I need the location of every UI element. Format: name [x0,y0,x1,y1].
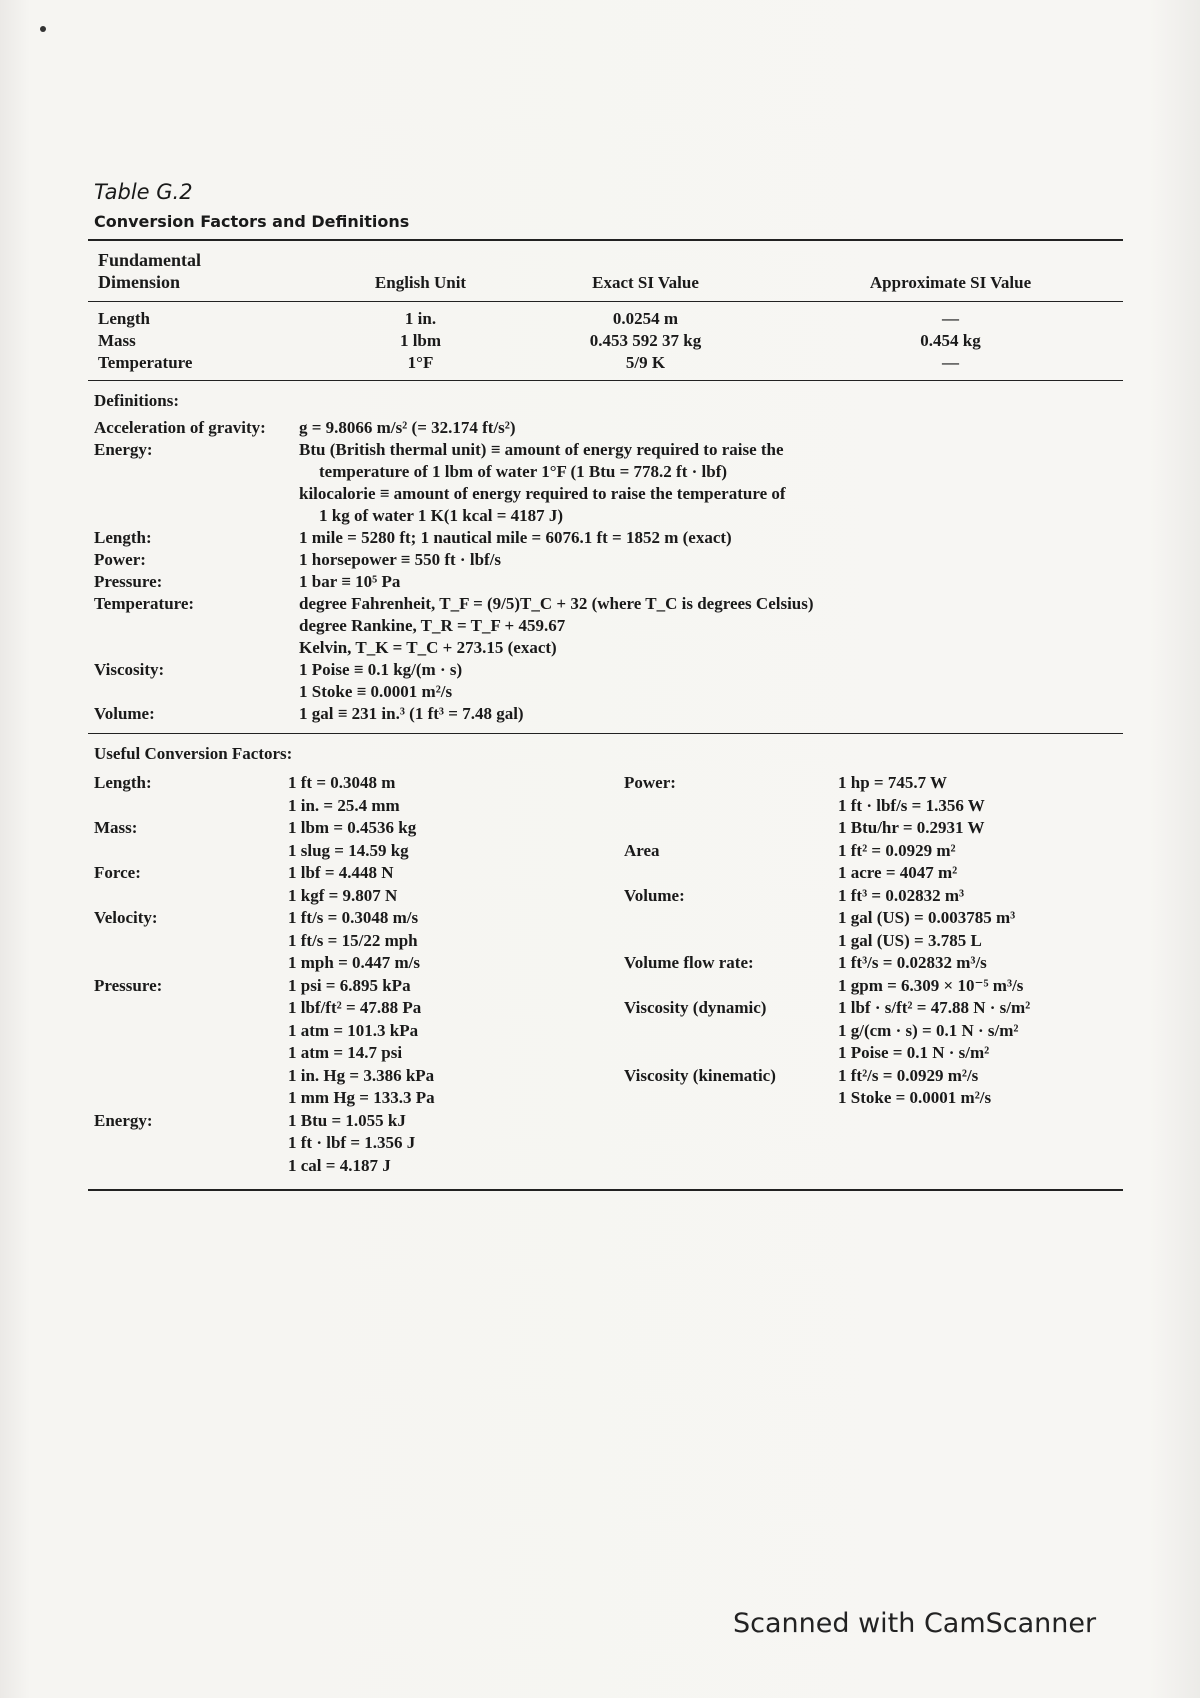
definitions-list [88,415,1123,733]
useful-label-spacer [624,975,838,998]
definition-line: 1 Stoke ≡ 0.0001 m²/s [299,682,453,701]
useful-label: Viscosity (kinematic) [624,1065,776,1085]
useful-label-group [624,997,838,1065]
definition-line: kilocalorie ≡ amount of energy required to raise the temperature of [299,484,786,503]
definition-line: g = 9.8066 m/s² (= 32.174 ft/s²) [299,418,516,437]
fund-dim-temperature: Temperature [98,353,193,372]
useful-value: 1 Poise = 0.1 N · s/m² [838,1043,990,1062]
fundamental-body [88,302,1123,380]
useful-label: Velocity: [94,908,158,927]
useful-value: 1 ft² = 0.0929 m² [838,840,956,860]
definition-body [299,593,1123,659]
useful-label: Force: [94,863,141,882]
useful-label-group [94,862,288,907]
definition-line: degree Rankine, T_R = T_F + 459.67 [299,616,566,635]
useful-value: 1 atm = 14.7 psi [288,1043,403,1062]
useful-value: 1 cal = 4.187 J [288,1155,391,1175]
useful-label-spacer [94,1065,288,1088]
definition-label: Length: [94,528,152,547]
definition-label: Volume: [94,704,155,723]
useful-label-spacer [624,907,838,930]
header-fundamental-dimension: Fundamental Dimension [98,250,202,292]
useful-label: Length: [94,773,152,792]
useful-value: 1 lbf = 4.448 N [288,863,394,882]
fund-english-length: 1 in. [404,309,437,328]
definition-body [299,417,1123,439]
useful-label: Pressure: [94,975,163,995]
useful-value: 1 mm Hg = 133.3 Pa [288,1088,435,1107]
useful-label-spacer [94,930,288,953]
useful-label: Area [624,840,660,860]
useful-value: 1 mph = 0.447 m/s [288,953,421,972]
useful-label-group [624,1065,838,1110]
useful-value: 1 in. Hg = 3.386 kPa [288,1065,435,1085]
useful-value: 1 Stoke = 0.0001 m²/s [838,1088,992,1107]
useful-value: 1 Btu/hr = 0.2931 W [838,818,985,837]
definition-line: Kelvin, T_K = T_C + 273.15 (exact) [299,638,557,657]
useful-value: 1 ft = 0.3048 m [288,773,396,792]
useful-label-spacer [624,1042,838,1065]
useful-value: 1 lbf/ft² = 47.88 Pa [288,998,422,1017]
definition-line: 1 horsepower ≡ 550 ft · lbf/s [299,550,502,569]
definition-label: Temperature: [94,594,195,613]
definition-line: 1 Poise ≡ 0.1 kg/(m · s) [299,660,463,679]
useful-left-labels [88,772,288,1177]
useful-value: 1 lbf · s/ft² = 47.88 N · s/m² [838,998,1031,1017]
useful-title: Useful Conversion Factors: [94,744,293,763]
definition-label: Viscosity: [94,660,165,679]
useful-right-values [838,772,1123,1177]
useful-label: Viscosity (dynamic) [624,998,767,1017]
useful-value: 1 gal (US) = 3.785 L [838,930,982,950]
useful-label-group [624,952,838,997]
useful-label-group [624,885,838,953]
useful-value: 1 ft · lbf = 1.356 J [288,1133,416,1152]
useful-label-spacer [94,1087,288,1110]
useful-label-group [94,1110,288,1178]
useful-value: 1 ft · lbf/s = 1.356 W [838,795,985,815]
definition-line: degree Fahrenheit, T_F = (9/5)T_C + 32 (where T_C is degrees Celsius) [299,594,814,613]
useful-value: 1 psi = 6.895 kPa [288,975,411,995]
definition-body [299,703,1123,725]
useful-label-group [94,907,288,975]
useful-label: Energy: [94,1110,153,1130]
definition-label: Acceleration of gravity: [94,418,266,437]
useful-label-spacer [624,930,838,953]
definition-body [299,549,1123,571]
useful-value: 1 ft/s = 15/22 mph [288,930,418,950]
useful-label-spacer [94,1155,288,1178]
useful-value: 1 ft³ = 0.02832 m³ [838,885,965,905]
fund-exact-length: 0.0254 m [612,309,679,328]
useful-label-group [94,772,288,817]
useful-right-labels [618,772,838,1177]
useful-value: 1 hp = 745.7 W [838,773,948,792]
useful-left-values [288,772,618,1177]
useful-label-spacer [94,997,288,1020]
useful-label-spacer [94,1020,288,1043]
definition-body [299,527,1123,549]
fund-exact-values [523,308,768,374]
useful-value: 1 Btu = 1.055 kJ [288,1110,406,1130]
definitions-title: Definitions: [94,391,179,410]
definition-body [299,659,1123,703]
fund-approx-temperature: — [942,353,959,372]
useful-label-spacer [94,1042,288,1065]
useful-value: 1 ft/s = 0.3048 m/s [288,908,419,927]
useful-label-spacer [94,885,288,908]
table-label: Table G.2 [94,180,193,204]
fundamental-header-row [88,241,1123,301]
useful-label-spacer [624,795,838,818]
fund-approx-values [768,308,1133,374]
useful-value: 1 ft³/s = 0.02832 m³/s [838,953,987,972]
scan-speck [40,26,46,32]
definition-line: 1 bar ≡ 10⁵ Pa [299,572,401,591]
camscanner-watermark: Scanned with CamScanner [733,1608,1097,1639]
useful-conversions [88,768,1123,1189]
useful-label-spacer [94,840,288,863]
useful-value: 1 ft²/s = 0.0929 m²/s [838,1065,979,1085]
useful-label: Volume: [624,885,685,905]
definition-label: Energy: [94,440,153,459]
definition-line: Btu (British thermal unit) ≡ amount of energy required to raise the [299,440,784,459]
useful-value: 1 lbm = 0.4536 kg [288,818,417,837]
definition-line: 1 gal ≡ 231 in.³ (1 ft³ = 7.48 gal) [299,704,524,723]
useful-label-spacer [94,795,288,818]
fund-dimensions [98,308,318,374]
definition-line: 1 kg of water 1 K(1 kcal = 4187 J) [319,506,564,525]
fund-english-mass: 1 lbm [399,331,442,350]
useful-value: 1 gal (US) = 0.003785 m³ [838,908,1016,927]
useful-value: 1 gpm = 6.309 × 10⁻⁵ m³/s [838,975,1024,995]
table-caption: Conversion Factors and Definitions [94,212,410,231]
useful-label-spacer [624,1087,838,1110]
bottom-rule [88,1189,1123,1191]
definition-body [299,571,1123,593]
fund-dim-mass: Mass [98,331,136,350]
fund-dim-length: Length [98,309,150,328]
useful-label-spacer [624,862,838,885]
useful-value: 1 acre = 4047 m² [838,863,958,882]
fund-exact-temperature: 5/9 K [625,353,666,372]
fund-approx-mass: 0.454 kg [920,331,981,350]
fund-approx-length: — [942,309,959,328]
conversion-table [88,180,1123,1191]
fund-exact-mass: 0.453 592 37 kg [589,331,702,350]
definition-body [299,439,1123,527]
definition-label: Power: [94,550,146,569]
useful-label-spacer [94,952,288,975]
definition-line: 1 mile = 5280 ft; 1 nautical mile = 6076.1 ft = 1852 m (exact) [299,528,732,547]
definition-line: temperature of 1 lbm of water 1°F (1 Btu = 778.2 ft · lbf) [319,462,728,481]
useful-value: 1 kgf = 9.807 N [288,885,398,905]
useful-label-group [624,840,838,885]
useful-value: 1 g/(cm · s) = 0.1 N · s/m² [838,1020,1019,1040]
useful-value: 1 atm = 101.3 kPa [288,1020,419,1040]
useful-label: Power: [624,773,676,792]
useful-label-spacer [94,1132,288,1155]
useful-value: 1 in. = 25.4 mm [288,795,400,815]
header-exact-si: Exact SI Value [592,273,699,292]
useful-label: Mass: [94,818,138,837]
useful-label-group [94,817,288,862]
useful-label-spacer [624,817,838,840]
useful-label-group [624,772,838,840]
header-approx-si: Approximate SI Value [869,273,1032,292]
fund-english-temperature: 1°F [407,353,434,372]
header-english-unit: English Unit [374,273,467,292]
useful-label: Volume flow rate: [624,953,754,972]
fund-english-units [318,308,523,374]
useful-label-group [94,975,288,1110]
useful-label-spacer [624,1020,838,1043]
definition-label: Pressure: [94,572,163,591]
useful-value: 1 slug = 14.59 kg [288,840,409,860]
